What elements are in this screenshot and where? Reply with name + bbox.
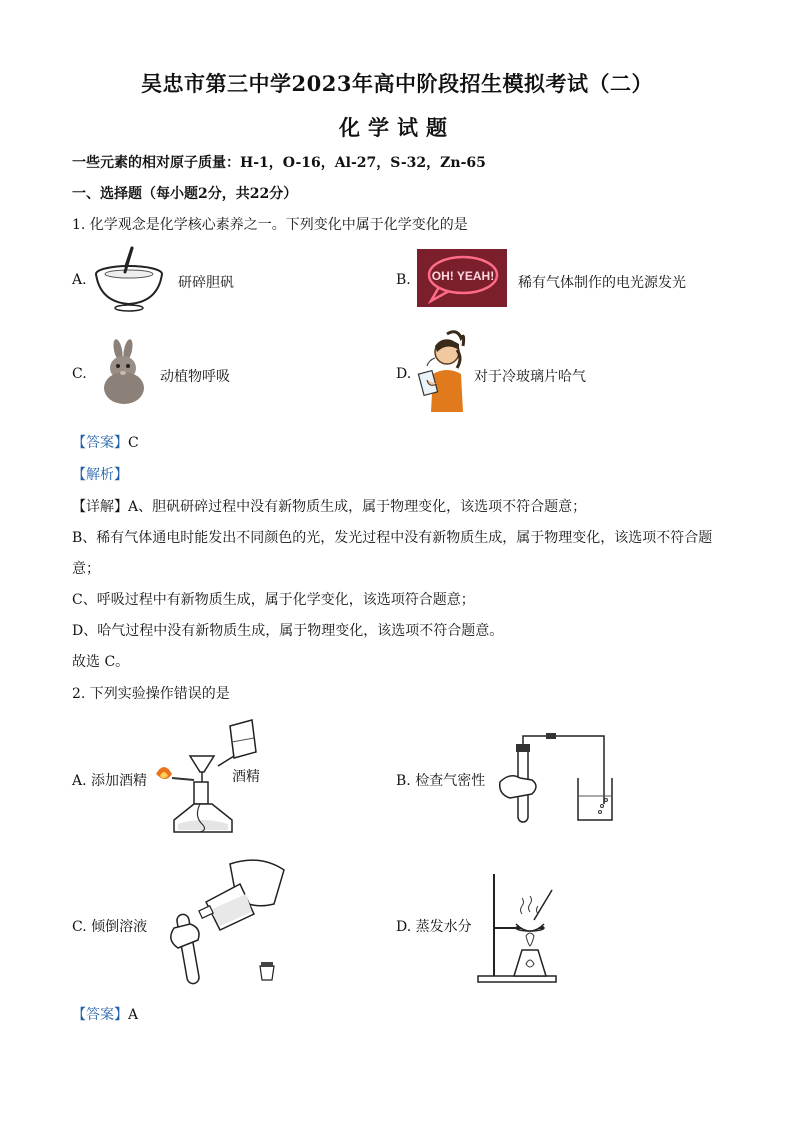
q2-option-d-letter: D. xyxy=(396,919,412,935)
q1-detail-line-3: 意； xyxy=(72,561,100,577)
pouring-solution-figure xyxy=(150,854,290,990)
q1-option-b-letter: B. xyxy=(396,272,411,288)
exam-title: 吴忠市第三中学2023年高中阶段招生模拟考试（二） xyxy=(141,71,653,96)
mortar-pestle-icon xyxy=(92,244,166,314)
answer-tag: 【答案】 xyxy=(72,435,128,451)
answer-value: A xyxy=(128,1007,139,1023)
question-1-stem: 1. 化学观念是化学核心素养之一。下列变化中属于化学变化的是 xyxy=(72,217,468,233)
q2-option-c-text: 倾倒溶液 xyxy=(91,919,148,935)
q1-option-d-letter: D. xyxy=(396,366,412,382)
detail-text: A、胆矾研碎过程中没有新物质生成，属于物理变化，该选项不符合题意； xyxy=(128,499,587,515)
detail-tag: 【详解】 xyxy=(72,499,128,515)
q2-answer xyxy=(72,1004,138,1024)
q2-option-b-text: 检查气密性 xyxy=(415,773,486,789)
question-2-stem: 2. 下列实验操作错误的是 xyxy=(72,686,230,702)
rabbit-icon xyxy=(96,338,152,406)
q1-detail-line-2: B、稀有气体通电时能发出不同颜色的光，发光过程中没有新物质生成，属于物理变化，该选项不符合题 xyxy=(72,530,713,546)
q1-option-c-text: 动植物呼吸 xyxy=(160,369,230,385)
q2-option-b-letter: B. xyxy=(396,773,411,789)
q2-figure-label-alcohol: 酒精 xyxy=(232,769,260,785)
answer-value: C xyxy=(128,435,139,451)
airtightness-check-figure xyxy=(490,732,616,826)
q1-option-b-text: 稀有气体制作的电光源发光 xyxy=(518,275,686,291)
q1-option-a-letter: A. xyxy=(72,272,87,288)
evaporation-figure xyxy=(474,868,564,986)
q1-conclusion: 故选 C。 xyxy=(72,654,130,670)
q2-option-d xyxy=(396,916,472,936)
q1-option-c-letter: C. xyxy=(72,366,87,382)
section-heading: 一、选择题（每小题2分，共22分） xyxy=(72,186,298,202)
q2-option-b xyxy=(396,770,485,790)
atomic-masses: 一些元素的相对原子质量：H-1，O-16，Al-27，S-32，Zn-65 xyxy=(72,155,486,171)
q2-option-a xyxy=(72,770,147,790)
q2-option-a-letter: A. xyxy=(72,773,87,789)
answer-tag: 【答案】 xyxy=(72,1007,128,1023)
q1-analysis-tag: 【解析】 xyxy=(72,467,128,483)
q1-detail-line-5: D、哈气过程中没有新物质生成，属于物理变化，该选项不符合题意。 xyxy=(72,623,504,639)
neon-sign-text: OH! YEAH! xyxy=(431,269,495,283)
q1-option-d-text: 对于冷玻璃片哈气 xyxy=(474,369,586,385)
q1-detail-line-1 xyxy=(72,496,586,516)
q1-detail-line-4: C、呼吸过程中有新物质生成，属于化学变化，该选项符合题意； xyxy=(72,592,475,608)
q2-option-a-text: 添加酒精 xyxy=(91,773,148,789)
q2-option-c xyxy=(72,916,147,936)
q2-option-c-letter: C. xyxy=(72,919,87,935)
exam-subtitle: 化学试题 xyxy=(339,115,455,140)
girl-breathing-icon xyxy=(417,328,467,414)
q1-answer xyxy=(72,432,139,452)
q1-option-a-text: 研碎胆矾 xyxy=(178,275,234,291)
q2-option-d-text: 蒸发水分 xyxy=(415,919,472,935)
neon-sign-icon xyxy=(417,249,507,307)
